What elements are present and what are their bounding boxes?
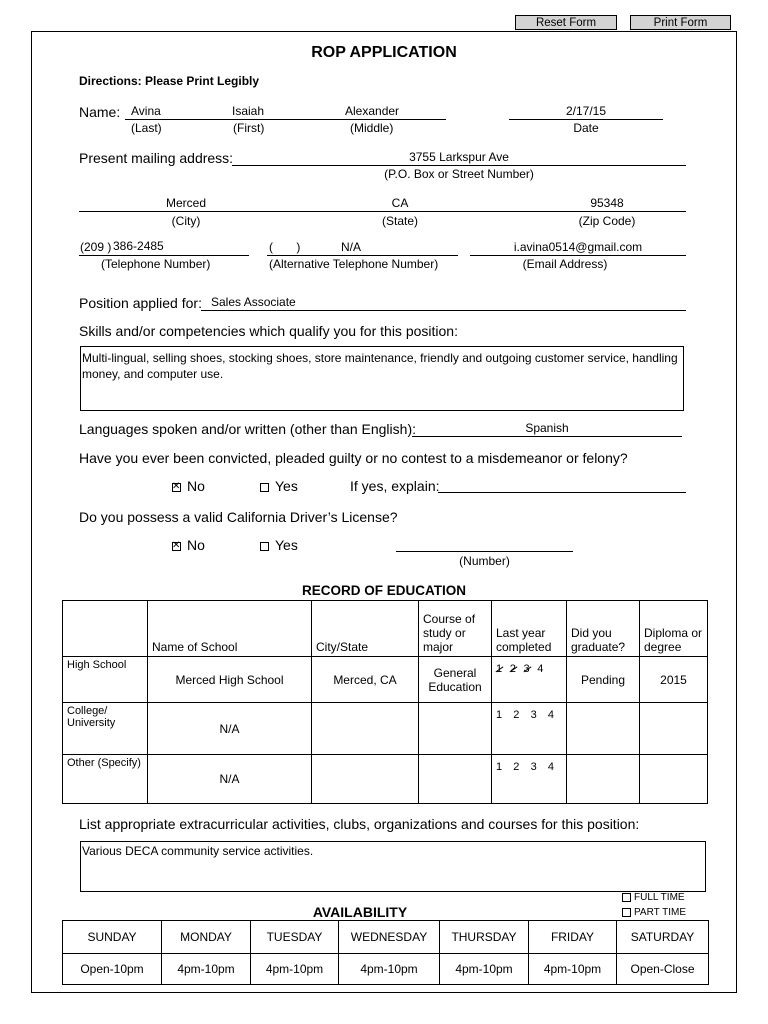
first-name-value[interactable]: Isaiah: [232, 104, 265, 118]
city-value[interactable]: Merced: [165, 196, 206, 210]
education-header-blank: [63, 601, 148, 657]
address-label: Present mailing address:: [79, 150, 234, 166]
year-1-struck[interactable]: 1: [496, 663, 503, 675]
last-name-value[interactable]: Avina: [131, 104, 161, 118]
area-code-value[interactable]: (209 ): [80, 240, 112, 254]
hours-tuesday[interactable]: 4pm-10pm: [251, 954, 339, 985]
part-time-checkbox[interactable]: [622, 908, 631, 917]
email-value[interactable]: i.avina0514@gmail.com: [513, 240, 643, 254]
row-label-college: College/ University: [63, 703, 148, 755]
day-tuesday: TUESDAY: [251, 921, 339, 954]
year-2-struck[interactable]: 2: [509, 663, 517, 675]
reset-form-button[interactable]: Reset Form: [515, 15, 617, 30]
header-school: Name of School: [148, 601, 312, 657]
skills-textarea[interactable]: Multi-lingual, selling shoes, stocking shoes, store maintenance, friendly and outgoing customer service, handling money, and computer use.: [80, 346, 684, 411]
license-number-underline[interactable]: [396, 551, 573, 552]
zip-value[interactable]: 95348: [590, 196, 624, 210]
part-time-label: PART TIME: [634, 907, 687, 918]
table-row: [63, 657, 708, 703]
other-years[interactable]: [492, 755, 567, 804]
license-no-checkbox[interactable]: [172, 542, 181, 551]
header-graduated: Did you graduate?: [567, 601, 640, 657]
phone-underline: [79, 255, 249, 256]
hours-saturday[interactable]: Open-Close: [617, 954, 709, 985]
form-title: ROP APPLICATION: [311, 44, 457, 61]
state-caption: (State): [381, 214, 418, 228]
email-underline: [470, 255, 686, 256]
print-form-button[interactable]: Print Form: [630, 15, 731, 30]
hours-thursday[interactable]: 4pm-10pm: [440, 954, 529, 985]
license-no-option[interactable]: [172, 537, 205, 553]
zip-caption: (Zip Code): [578, 214, 636, 228]
education-table: [62, 600, 708, 804]
year-2[interactable]: 2: [513, 761, 520, 773]
date-underline: [509, 119, 663, 120]
license-number-caption: (Number): [459, 554, 510, 568]
year-3-struck[interactable]: 3: [523, 663, 531, 675]
conviction-yes-checkbox[interactable]: [260, 483, 269, 492]
college-graduated[interactable]: [567, 703, 640, 755]
date-caption: Date: [573, 121, 599, 135]
other-city[interactable]: [312, 755, 419, 804]
college-degree[interactable]: [640, 703, 708, 755]
year-1[interactable]: 1: [496, 709, 503, 721]
day-wednesday: WEDNESDAY: [339, 921, 440, 954]
position-value[interactable]: Sales Associate: [211, 295, 296, 309]
phone-caption: (Telephone Number): [101, 257, 211, 271]
year-4[interactable]: 4: [547, 761, 555, 773]
hours-monday[interactable]: 4pm-10pm: [162, 954, 251, 985]
license-yes-label: Yes: [275, 537, 298, 553]
state-value[interactable]: CA: [391, 196, 409, 210]
hours-wednesday[interactable]: 4pm-10pm: [339, 954, 440, 985]
name-label: Name:: [79, 104, 121, 120]
year-2[interactable]: 2: [513, 709, 520, 721]
college-name[interactable]: N/A: [148, 703, 312, 755]
license-question: Do you possess a valid California Driver’s License?: [79, 509, 398, 525]
conviction-no-option[interactable]: [172, 478, 205, 494]
college-years[interactable]: [492, 703, 567, 755]
high-school-city[interactable]: Merced, CA: [312, 657, 419, 703]
alt-area-code[interactable]: ( ): [269, 240, 301, 254]
header-last-year: Last year completed: [492, 601, 567, 657]
college-course[interactable]: [419, 703, 492, 755]
other-course[interactable]: [419, 755, 492, 804]
explain-label: If yes, explain:: [350, 478, 440, 494]
high-school-graduated[interactable]: Pending: [567, 657, 640, 703]
day-thursday: THURSDAY: [440, 921, 529, 954]
availability-title: AVAILABILITY: [312, 904, 408, 920]
activities-label: List appropriate extracurricular activities, clubs, organizations and courses for this position:: [79, 816, 640, 832]
email-caption: (Email Address): [522, 257, 608, 271]
license-yes-checkbox[interactable]: [260, 542, 269, 551]
languages-underline: [412, 436, 682, 437]
alt-phone-value[interactable]: N/A: [341, 240, 362, 254]
middle-caption: (Middle): [350, 121, 394, 135]
full-time-option[interactable]: [622, 892, 685, 903]
conviction-question: Have you ever been convicted, pleaded guilty or no contest to a misdemeanor or felony?: [79, 450, 628, 466]
day-saturday: SATURDAY: [617, 921, 709, 954]
city-state-zip-underline: [79, 211, 686, 212]
street-underline: [232, 165, 686, 166]
position-underline: [201, 310, 686, 311]
activities-textarea[interactable]: Various DECA community service activities.: [80, 841, 706, 892]
header-city-state: City/State: [312, 601, 419, 657]
hours-friday[interactable]: 4pm-10pm: [529, 954, 617, 985]
day-friday: FRIDAY: [529, 921, 617, 954]
city-caption: (City): [171, 214, 201, 228]
full-time-label: FULL TIME: [634, 892, 685, 903]
name-underline: [125, 119, 446, 120]
year-4[interactable]: 4: [537, 663, 544, 675]
date-value[interactable]: 2/17/15: [565, 104, 607, 118]
year-4[interactable]: 4: [547, 709, 555, 721]
other-name[interactable]: N/A: [148, 755, 312, 804]
header-course: Course of study or major: [419, 601, 492, 657]
high-school-degree[interactable]: 2015: [640, 657, 708, 703]
position-label: Position applied for:: [79, 295, 202, 311]
table-row: [63, 755, 708, 804]
last-caption: (Last): [131, 121, 162, 135]
languages-value[interactable]: Spanish: [525, 421, 569, 435]
conviction-yes-option[interactable]: [260, 478, 298, 494]
college-city[interactable]: [312, 703, 419, 755]
row-label-other: Other (Specify): [63, 755, 148, 804]
license-yes-option[interactable]: [260, 537, 298, 553]
first-caption: (First): [233, 121, 265, 135]
year-3[interactable]: 3: [530, 709, 538, 721]
hours-sunday[interactable]: Open-10pm: [63, 954, 162, 985]
high-school-course[interactable]: General Education: [419, 657, 492, 703]
street-value[interactable]: 3755 Larkspur Ave: [409, 150, 509, 164]
day-monday: MONDAY: [162, 921, 251, 954]
conviction-yes-label: Yes: [275, 478, 298, 494]
table-row: [63, 703, 708, 755]
high-school-years[interactable]: [492, 657, 567, 703]
full-time-checkbox[interactable]: [622, 893, 631, 902]
high-school-name[interactable]: Merced High School: [148, 657, 312, 703]
conviction-no-label: No: [187, 478, 205, 494]
explain-underline[interactable]: [438, 492, 686, 493]
alt-phone-caption: (Alternative Telephone Number): [269, 257, 439, 271]
year-1[interactable]: 1: [496, 761, 503, 773]
header-degree: Diploma or degree: [640, 601, 708, 657]
phone-value[interactable]: 386-2485: [113, 239, 164, 253]
conviction-no-checkbox[interactable]: [172, 483, 181, 492]
other-graduated[interactable]: [567, 755, 640, 804]
availability-table: [62, 920, 709, 985]
languages-label: Languages spoken and/or written (other than English):: [79, 421, 416, 437]
day-sunday: SUNDAY: [63, 921, 162, 954]
skills-label: Skills and/or competencies which qualify you for this position:: [79, 323, 458, 339]
alt-phone-underline: [267, 255, 458, 256]
other-degree[interactable]: [640, 755, 708, 804]
street-caption: (P.O. Box or Street Number): [384, 167, 534, 181]
middle-name-value[interactable]: Alexander: [345, 104, 400, 118]
education-title: RECORD OF EDUCATION: [302, 583, 466, 598]
row-label-high-school: High School: [63, 657, 148, 703]
directions: Directions: Please Print Legibly: [79, 74, 260, 88]
license-no-label: No: [187, 537, 205, 553]
part-time-option[interactable]: [622, 907, 686, 918]
year-3[interactable]: 3: [530, 761, 538, 773]
